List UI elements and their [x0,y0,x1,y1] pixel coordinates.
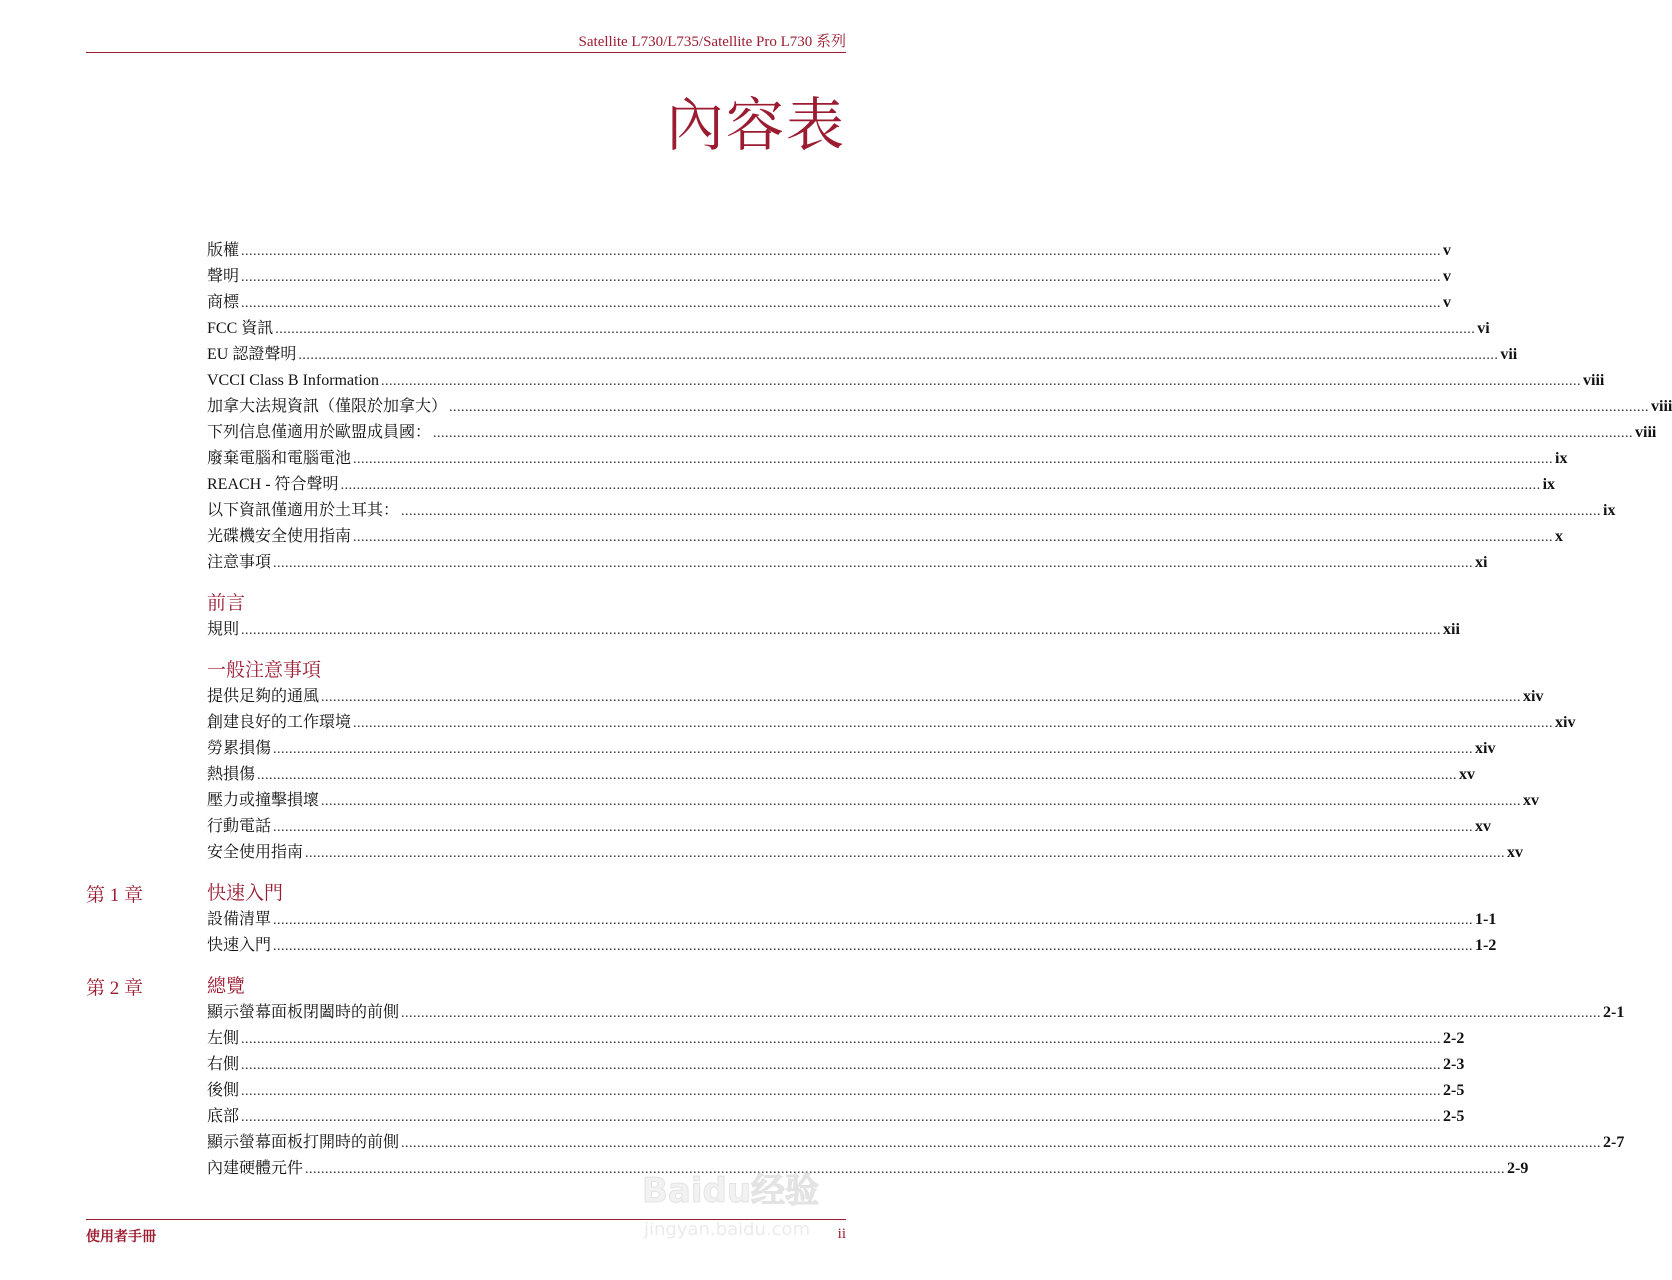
toc-entry-list [207,684,1576,866]
header-rule [86,52,846,53]
toc-entry[interactable] [207,342,1518,368]
toc-entry-label: 安全使用指南 [207,844,304,861]
toc-entry-label: 聲明 [207,268,240,285]
toc-entry-label: EU 認證聲明 [207,346,297,363]
toc-entry[interactable] [207,290,1452,316]
toc-entry-page-number: 2-1 [1603,1004,1625,1021]
toc-entry-label: 後側 [207,1082,240,1099]
footer-page-number: ii [837,1226,846,1242]
toc-entry-label: 左側 [207,1030,240,1047]
dot-leader: ............................................................................................................................................................................................................................................................................................................ [353,530,1554,545]
toc-entry-page-number: v [1443,268,1452,285]
dot-leader: ............................................................................................................................................................................................................................................................................................................ [241,296,1442,311]
dot-leader: ............................................................................................................................................................................................................................................................................................................ [433,426,1634,441]
toc-entry-label: REACH - 符合聲明 [207,476,339,493]
dot-leader: ............................................................................................................................................................................................................................................................................................................ [273,742,1474,757]
toc-section [86,880,1497,959]
chapter-label: 第 2 章 [86,978,144,999]
toc-entry[interactable] [207,550,1488,576]
dot-leader: ............................................................................................................................................................................................................................................................................................................ [273,820,1474,835]
toc-entry-page-number: xiv [1555,714,1576,731]
toc-entry[interactable] [207,736,1496,762]
page-title: 內容表 [665,93,846,158]
toc-entry-label: 壓力或撞擊損壞 [207,792,320,809]
toc-entry-label: 商標 [207,294,240,311]
toc-entry-label: 以下資訊僅適用於土耳其： [207,502,400,519]
toc-entry-label: 顯示螢幕面板打開時的前側 [207,1134,400,1151]
dot-leader: ............................................................................................................................................................................................................................................................................................................ [241,1084,1442,1099]
watermark-brand: Baidu经验 [642,1171,820,1211]
toc-section [86,657,1576,866]
dot-leader: ............................................................................................................................................................................................................................................................................................................ [401,1136,1602,1151]
toc-entry-page-number: xiv [1475,740,1496,757]
toc-entry[interactable] [207,1104,1465,1130]
toc-entry-page-number: 2-9 [1507,1160,1529,1177]
toc-section [86,238,1672,576]
toc-entry[interactable] [207,238,1452,264]
toc-entry-label: 版權 [207,242,240,259]
toc-entry-label: VCCI Class B Information [207,372,379,389]
toc-entry[interactable] [207,394,1672,420]
toc-entry[interactable] [207,684,1544,710]
toc-entry-page-number: 1-2 [1475,937,1497,954]
toc-entry[interactable] [207,840,1524,866]
chapter-label: 第 1 章 [86,885,144,906]
dot-leader: ............................................................................................................................................................................................................................................................................................................ [241,270,1442,285]
toc-entry-page-number: ix [1555,450,1568,467]
table-of-contents [86,238,1672,1182]
toc-entry[interactable] [207,472,1556,498]
section-heading: 快速入門 [207,883,284,904]
toc-entry-list [207,238,1672,576]
dot-leader: ............................................................................................................................................................................................................................................................................................................ [321,690,1522,705]
dot-leader: ............................................................................................................................................................................................................................................................................................................ [273,913,1474,928]
toc-entry[interactable] [207,498,1616,524]
toc-entry[interactable] [207,907,1497,933]
toc-entry-label: 創建良好的工作環境 [207,714,352,731]
toc-entry-label: 行動電話 [207,818,272,835]
toc-entry[interactable] [207,420,1657,446]
dot-leader: ............................................................................................................................................................................................................................................................................................................ [241,1110,1442,1125]
dot-leader: ............................................................................................................................................................................................................................................................................................................ [241,623,1442,638]
toc-entry[interactable] [207,814,1492,840]
toc-entry-page-number: vi [1477,320,1490,337]
toc-entry-label: 光碟機安全使用指南 [207,528,352,545]
toc-entry-page-number: xv [1507,844,1524,861]
toc-entry-label: 勞累損傷 [207,740,272,757]
toc-entry-page-number: ix [1542,476,1556,493]
toc-section [86,590,1460,643]
section-heading: 一般注意事項 [207,660,322,681]
toc-entry[interactable] [207,617,1460,643]
toc-entry-label: 底部 [207,1108,240,1125]
toc-entry[interactable] [207,368,1605,394]
dot-leader: ............................................................................................................................................................................................................................................................................................................ [257,768,1458,783]
toc-entry[interactable] [207,762,1476,788]
toc-entry-page-number: viii [1635,424,1657,441]
dot-leader: ............................................................................................................................................................................................................................................................................................................ [305,1162,1506,1177]
toc-entry-label: 顯示螢幕面板閉闔時的前側 [207,1004,400,1021]
toc-entry-page-number: xi [1475,554,1488,571]
toc-entry-label: 注意事項 [207,554,272,571]
dot-leader: ............................................................................................................................................................................................................................................................................................................ [273,939,1474,954]
footer-manual-name: 使用者手冊 [86,1229,156,1245]
toc-entry-label: 提供足夠的通風 [207,688,320,705]
toc-entry[interactable] [207,264,1452,290]
toc-entry[interactable] [207,710,1576,736]
toc-entry-label: 規則 [207,621,240,638]
dot-leader: ............................................................................................................................................................................................................................................................................................................ [321,794,1522,809]
dot-leader: ............................................................................................................................................................................................................................................................................................................ [305,846,1506,861]
dot-leader: ............................................................................................................................................................................................................................................................................................................ [381,374,1581,389]
toc-entry-label: 下列信息僅適用於歐盟成員國： [207,424,432,441]
dot-leader: ............................................................................................................................................................................................................................................................................................................ [449,400,1650,415]
toc-entry-page-number: x [1555,528,1564,545]
toc-entry-list [207,617,1460,643]
toc-entry[interactable] [207,933,1497,959]
dot-leader: ............................................................................................................................................................................................................................................................................................................ [401,1006,1602,1021]
toc-entry-page-number: v [1443,294,1452,311]
dot-leader: ............................................................................................................................................................................................................................................................................................................ [273,556,1474,571]
toc-entry-page-number: 2-5 [1443,1108,1465,1125]
toc-entry-page-number: viii [1651,398,1672,415]
toc-entry-page-number: 2-7 [1603,1134,1625,1151]
toc-entry-label: 右側 [207,1056,240,1073]
toc-entry[interactable] [207,316,1490,342]
watermark-url: jingyan.baidu.com [644,1219,811,1240]
toc-entry-page-number: ix [1603,502,1616,519]
toc-entry-page-number: xv [1523,792,1540,809]
dot-leader: ............................................................................................................................................................................................................................................................................................................ [353,716,1554,731]
toc-entry-page-number: 2-2 [1443,1030,1465,1047]
toc-entry-page-number: xv [1459,766,1476,783]
toc-entry-label: FCC 資訊 [207,320,274,337]
dot-leader: ............................................................................................................................................................................................................................................................................................................ [401,504,1602,519]
dot-leader: ............................................................................................................................................................................................................................................................................................................ [241,244,1442,259]
toc-entry[interactable] [207,1130,1625,1156]
header-title: Satellite L730/L735/Satellite Pro L730 系列 [578,34,846,50]
toc-entry[interactable] [207,1052,1465,1078]
dot-leader: ............................................................................................................................................................................................................................................................................................................ [340,478,1541,493]
toc-entry-page-number: v [1443,242,1452,259]
toc-entry-label: 加拿大法規資訊（僅限於加拿大） [207,398,448,415]
toc-entry-label: 設備清單 [207,911,272,928]
dot-leader: ............................................................................................................................................................................................................................................................................................................ [298,348,1499,363]
toc-entry-label: 廢棄電腦和電腦電池 [207,450,352,467]
toc-entry-page-number: xii [1443,621,1460,638]
dot-leader: ............................................................................................................................................................................................................................................................................................................ [275,322,1476,337]
baidu-watermark-logo [640,1160,860,1250]
section-heading: 前言 [207,593,246,614]
toc-entry-page-number: vii [1500,346,1518,363]
toc-entry[interactable] [207,446,1568,472]
toc-entry-page-number: viii [1583,372,1605,389]
section-heading: 總覽 [207,976,246,997]
dot-leader: ............................................................................................................................................................................................................................................................................................................ [353,452,1554,467]
toc-entry-page-number: 1-1 [1475,911,1497,928]
toc-section [86,973,1625,1182]
toc-entry-list [207,1000,1625,1182]
toc-entry-label: 快速入門 [207,937,272,954]
toc-entry[interactable] [207,524,1564,550]
toc-entry-label: 內建硬體元件 [207,1160,304,1177]
toc-entry[interactable] [207,1026,1465,1052]
toc-entry[interactable] [207,1000,1625,1026]
toc-entry-page-number: xv [1475,818,1492,835]
toc-entry[interactable] [207,1078,1465,1104]
dot-leader: ............................................................................................................................................................................................................................................................................................................ [241,1058,1442,1073]
toc-entry-page-number: 2-5 [1443,1082,1465,1099]
toc-entry-page-number: xiv [1523,688,1544,705]
dot-leader: ............................................................................................................................................................................................................................................................................................................ [241,1032,1442,1047]
toc-entry[interactable] [207,788,1540,814]
toc-entry-label: 熱損傷 [207,766,256,783]
toc-entry-list [207,907,1497,959]
toc-entry-page-number: 2-3 [1443,1056,1465,1073]
